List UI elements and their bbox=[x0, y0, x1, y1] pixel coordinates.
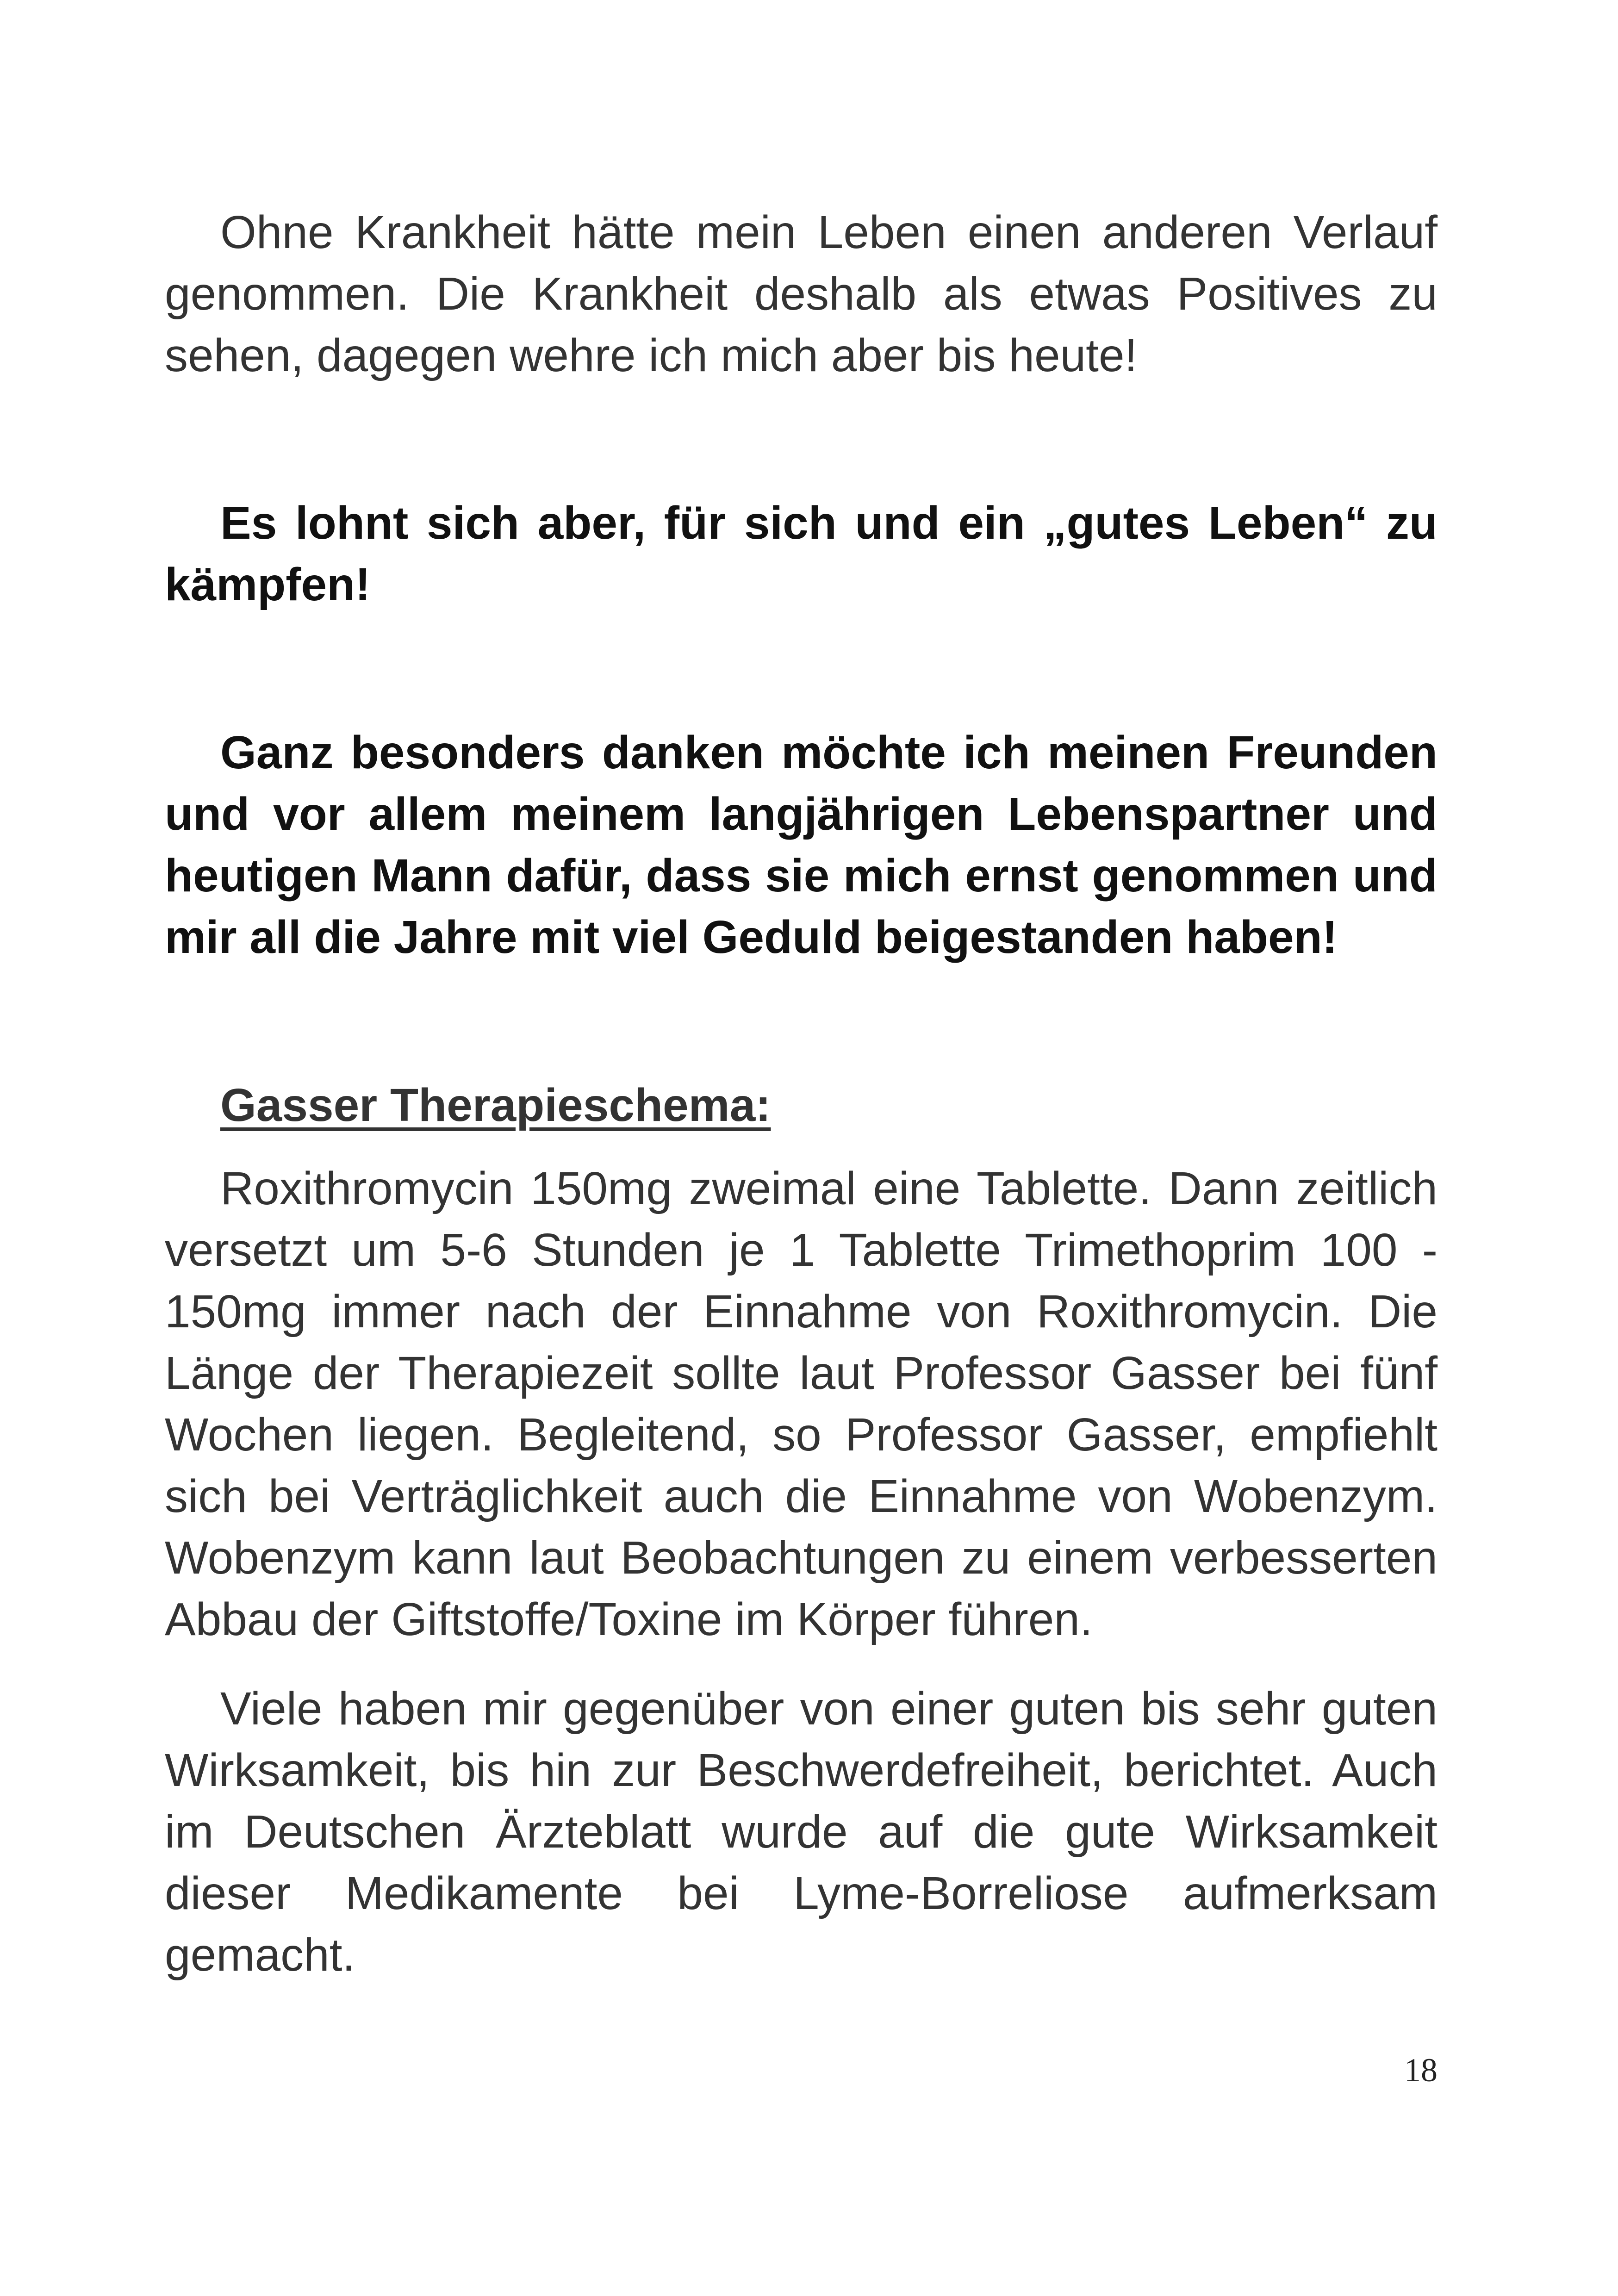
paragraph-text: Ganz besonders danken möchte ich meinen Freunden und vor allem meinem langjährigen Lebenspartner und heutigen Mann dafür, dass sie mich ernst genommen und mir all die Jahre mit viel Geduld beigestanden haben! bbox=[165, 727, 1438, 963]
paragraph-acknowledgement bbox=[165, 722, 1438, 968]
paragraph-therapy-schema bbox=[165, 1158, 1438, 1650]
page-number: 18 bbox=[1404, 2052, 1438, 2089]
paragraph-text: Roxithromycin 150mg zweimal eine Tablette. Dann zeitlich versetzt um 5-6 Stunden je 1 Tablette Trimethoprim 100 - 150mg immer nach der Einnahme von Roxithromycin. Die Länge der Therapiezeit sollte laut Professor Gasser bei fünf Wochen liegen. Begleitend, so Professor Gasser, empfiehlt sich bei Verträglichkeit auch die Einnahme von Wobenzym. Wobenzym kann laut Beobachtungen zu einem verbesserten Abbau der Giftstoffe/Toxine im Körper führen. bbox=[165, 1163, 1438, 1645]
section-heading: Gasser Therapieschema: bbox=[220, 1079, 771, 1131]
paragraph-motivation bbox=[165, 492, 1438, 616]
paragraph-effectiveness bbox=[165, 1678, 1438, 1986]
paragraph-text: Viele haben mir gegenüber von einer guten bis sehr guten Wirksamkeit, bis hin zur Beschwerdefreiheit, berichtet. Auch im Deutschen Ärzteblatt wurde auf die gute Wirksamkeit dieser Medikamente bei Lyme-Borreliose aufmerksam gemacht. bbox=[165, 1683, 1438, 1981]
paragraph-intro bbox=[165, 202, 1438, 386]
paragraph-text: Es lohnt sich aber, für sich und ein „gutes Leben“ zu kämpfen! bbox=[165, 497, 1438, 610]
paragraph-text: Ohne Krankheit hätte mein Leben einen anderen Verlauf genommen. Die Krankheit deshalb als etwas Positives zu sehen, dagegen wehre ich mich aber bis heute! bbox=[165, 206, 1438, 381]
